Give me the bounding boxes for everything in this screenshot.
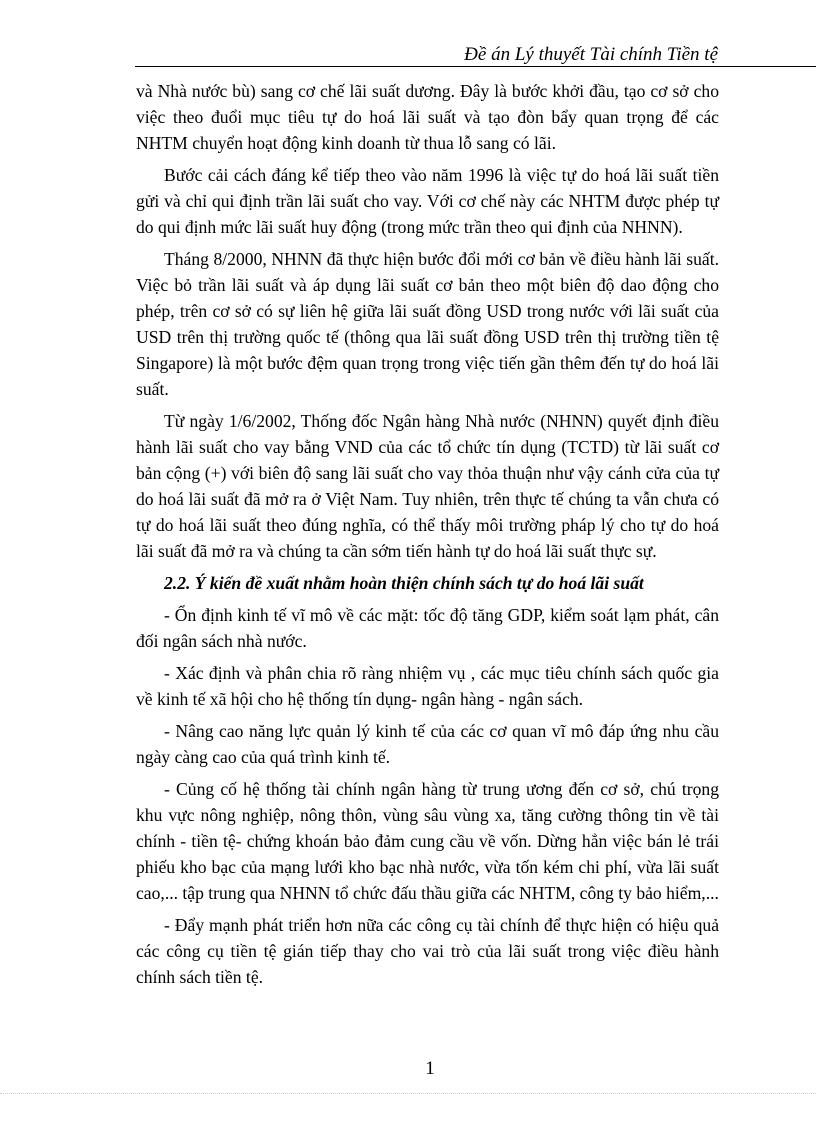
section-heading: 2.2. Ý kiến đề xuất nhằm hoàn thiện chính sách tự do hoá lãi suất — [164, 573, 644, 593]
proposal-item: - Đẩy mạnh phát triển hơn nữa các công cụ tài chính để thực hiện có hiệu quả các công cụ tiền tệ gián tiếp thay cho vai trò của lãi suất trong việc điều hành chính sách tiền tệ. — [136, 915, 719, 987]
proposal-item: - Xác định và phân chia rõ ràng nhiệm vụ , các mục tiêu chính sách quốc gia về kinh tế xã hội cho hệ thống tín dụng- ngân hàng - ngân sách. — [136, 663, 719, 709]
paragraph-continuation: và Nhà nước bù) sang cơ chế lãi suất dương. Đây là bước khởi đầu, tạo cơ sở cho việc theo đuổi mục tiêu tự do hoá lãi suất và tạo đòn bẩy quan trọng để các NHTM chuyển hoạt động kinh doanh từ thua lỗ sang có lãi. — [136, 81, 719, 153]
header-rule — [135, 66, 816, 67]
paragraph-2002-reform: Từ ngày 1/6/2002, Thống đốc Ngân hàng Nhà nước (NHNN) quyết định điều hành lãi suất cho vay bằng VND của các tổ chức tín dụng (TCTD) từ lãi suất cơ bản cộng (+) với biên độ sang lãi suất cho vay thỏa thuận như vậy cánh cửa của tự do hoá lãi suất đã mở ra ở Việt Nam. Tuy nhiên, trên thực tế chúng ta vẫn chưa có tự do hoá lãi suất theo đúng nghĩa, có thể thấy môi trường pháp lý cho tự do hoá lãi suất đã mở ra và chúng ta cần sớm tiến hành tự do hoá lãi suất thực sự. — [136, 411, 719, 561]
page-number: 1 — [425, 1058, 435, 1079]
paragraph-1996-reform: Bước cải cách đáng kể tiếp theo vào năm 1996 là việc tự do hoá lãi suất tiền gửi và chỉ qui định trần lãi suất cho vay. Với cơ chế này các NHTM được phép tự do qui định mức lãi suất huy động (trong mức trần theo qui định của NHNN). — [136, 165, 719, 237]
document-body — [136, 78, 719, 996]
running-header-title: Đề án Lý thuyết Tài chính Tiền tệ — [464, 44, 718, 65]
proposal-item: - Củng cố hệ thống tài chính ngân hàng từ trung ương đến cơ sở, chú trọng khu vực nông nghiệp, nông thôn, vùng sâu vùng xa, tăng cường thông tin về tài chính - tiền tệ- chứng khoán bảo đảm cung cầu về vốn. Dừng hẳn việc bán lẻ trái phiếu kho bạc của mạng lưới kho bạc nhà nước, vừa tốn kém chi phí, vừa lãi suất cao,... tập trung qua NHNN tổ chức đấu thầu giữa các NHTM, công ty bảo hiểm,... — [136, 779, 719, 903]
proposal-item: - Ổn định kinh tế vĩ mô về các mặt: tốc độ tăng GDP, kiểm soát lạm phát, cân đối ngân sách nhà nước. — [136, 605, 719, 651]
page-bottom-edge — [0, 1093, 816, 1094]
proposal-item: - Nâng cao năng lực quản lý kinh tế của các cơ quan vĩ mô đáp ứng nhu cầu ngày càng cao của quá trình kinh tế. — [136, 721, 719, 767]
paragraph-2000-reform: Tháng 8/2000, NHNN đã thực hiện bước đổi mới cơ bản về điều hành lãi suất. Việc bỏ trần lãi suất và áp dụng lãi suất cơ bản theo một biên độ dao động cho phép, trên cơ sở có sự liên hệ giữa lãi suất đồng USD trong nước với lãi suất của USD trên thị trường quốc tế (thông qua lãi suất đồng USD trên thị trường tiền tệ Singapore) là một bước đệm quan trọng trong việc tiến gần thêm đến tự do hoá lãi suất. — [136, 249, 719, 399]
